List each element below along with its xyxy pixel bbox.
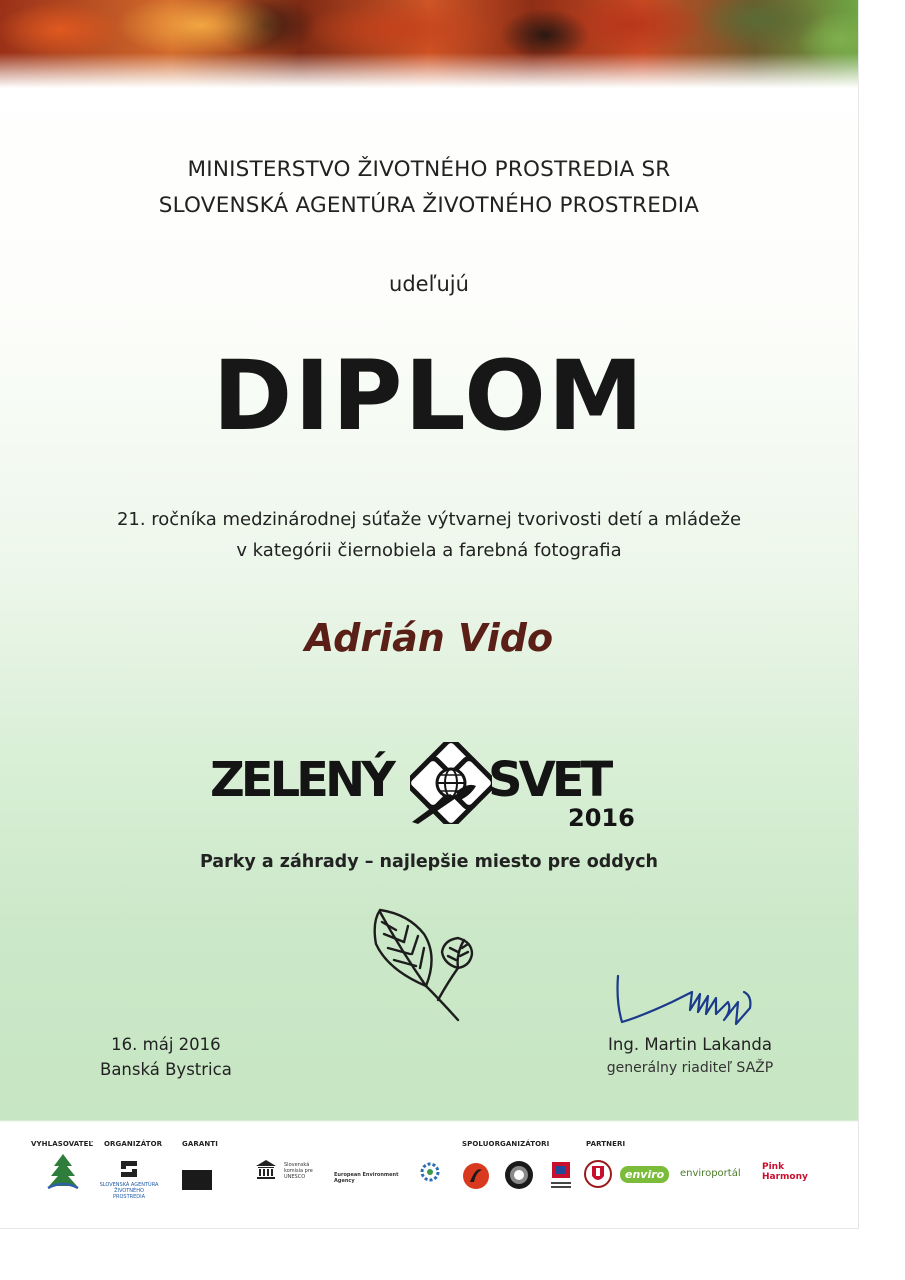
zeleny-svet-logo bbox=[210, 742, 640, 832]
guarantor-logo-1 bbox=[182, 1170, 212, 1190]
coorganizer-logo-2-icon bbox=[504, 1160, 534, 1190]
competition-description bbox=[0, 504, 858, 566]
issuer-header bbox=[0, 152, 858, 224]
painted-header-strip bbox=[0, 0, 858, 88]
ministry-tree-logo-icon bbox=[46, 1152, 80, 1192]
label-guarantors: GARANTI bbox=[182, 1140, 218, 1148]
globe-brush-emblem-icon bbox=[410, 742, 492, 824]
sponsor-bar bbox=[0, 1122, 858, 1228]
label-organizer: ORGANIZÁTOR bbox=[104, 1140, 163, 1148]
sazp-logo-icon bbox=[118, 1158, 140, 1180]
unesco-text: Slovenská komisia pre UNESCO bbox=[284, 1162, 313, 1180]
signatory-role: generálny riaditeľ SAŽP bbox=[606, 1060, 774, 1076]
logo-word-zeleny: ZELENÝ bbox=[210, 752, 392, 808]
partner-city-crest-icon bbox=[584, 1158, 612, 1192]
organizer-logo-text: SLOVENSKÁ AGENTÚRA ŽIVOTNÉHO PROSTREDIA bbox=[99, 1182, 159, 1200]
issuer-agency: SLOVENSKÁ AGENTÚRA ŽIVOTNÉHO PROSTREDIA bbox=[158, 193, 700, 218]
grant-text: udeľujú bbox=[389, 272, 469, 296]
unesco-temple-icon bbox=[254, 1158, 278, 1180]
issuer-ministry: MINISTERSTVO ŽIVOTNÉHO PROSTREDIA SR bbox=[187, 157, 671, 182]
date-place-block bbox=[100, 1032, 232, 1082]
leaves-icon bbox=[368, 908, 488, 1024]
eea-logo-icon bbox=[420, 1162, 440, 1182]
label-partners: PARTNERI bbox=[586, 1140, 626, 1148]
description-line-2: v kategórii čiernobiela a farebná fotografia bbox=[236, 540, 622, 561]
enviroportal-logo: enviroportál bbox=[680, 1168, 741, 1179]
enviro-magazine-logo: enviro bbox=[620, 1166, 669, 1183]
diploma-title: DIPLOM bbox=[212, 340, 646, 452]
coorganizer-logo-1-icon bbox=[462, 1162, 490, 1190]
signature-mark bbox=[612, 972, 762, 1032]
logo-word-svet: SVET bbox=[488, 752, 610, 808]
award-date: 16. máj 2016 bbox=[111, 1035, 221, 1054]
pink-harmony-logo: Pink Harmony bbox=[762, 1162, 808, 1182]
description-line-1: 21. ročníka medzinárodnej súťaže výtvarnej tvorivosti detí a mládeže bbox=[116, 509, 742, 530]
recipient-name: Adrián Vido bbox=[304, 616, 554, 660]
coorganizer-logo-3-icon bbox=[550, 1160, 572, 1194]
signatory-block bbox=[590, 1032, 790, 1079]
eea-text: European Environment Agency bbox=[334, 1172, 399, 1184]
signatory-name: Ing. Martin Lakanda bbox=[608, 1035, 772, 1054]
label-coorganizers: SPOLUORGANIZÁTORI bbox=[462, 1140, 550, 1148]
logo-year: 2016 bbox=[568, 804, 635, 832]
award-place: Banská Bystrica bbox=[100, 1060, 232, 1079]
competition-theme: Parky a záhrady – najlepšie miesto pre oddych bbox=[199, 852, 659, 872]
label-announcer: VYHLASOVATEĽ bbox=[31, 1140, 94, 1148]
